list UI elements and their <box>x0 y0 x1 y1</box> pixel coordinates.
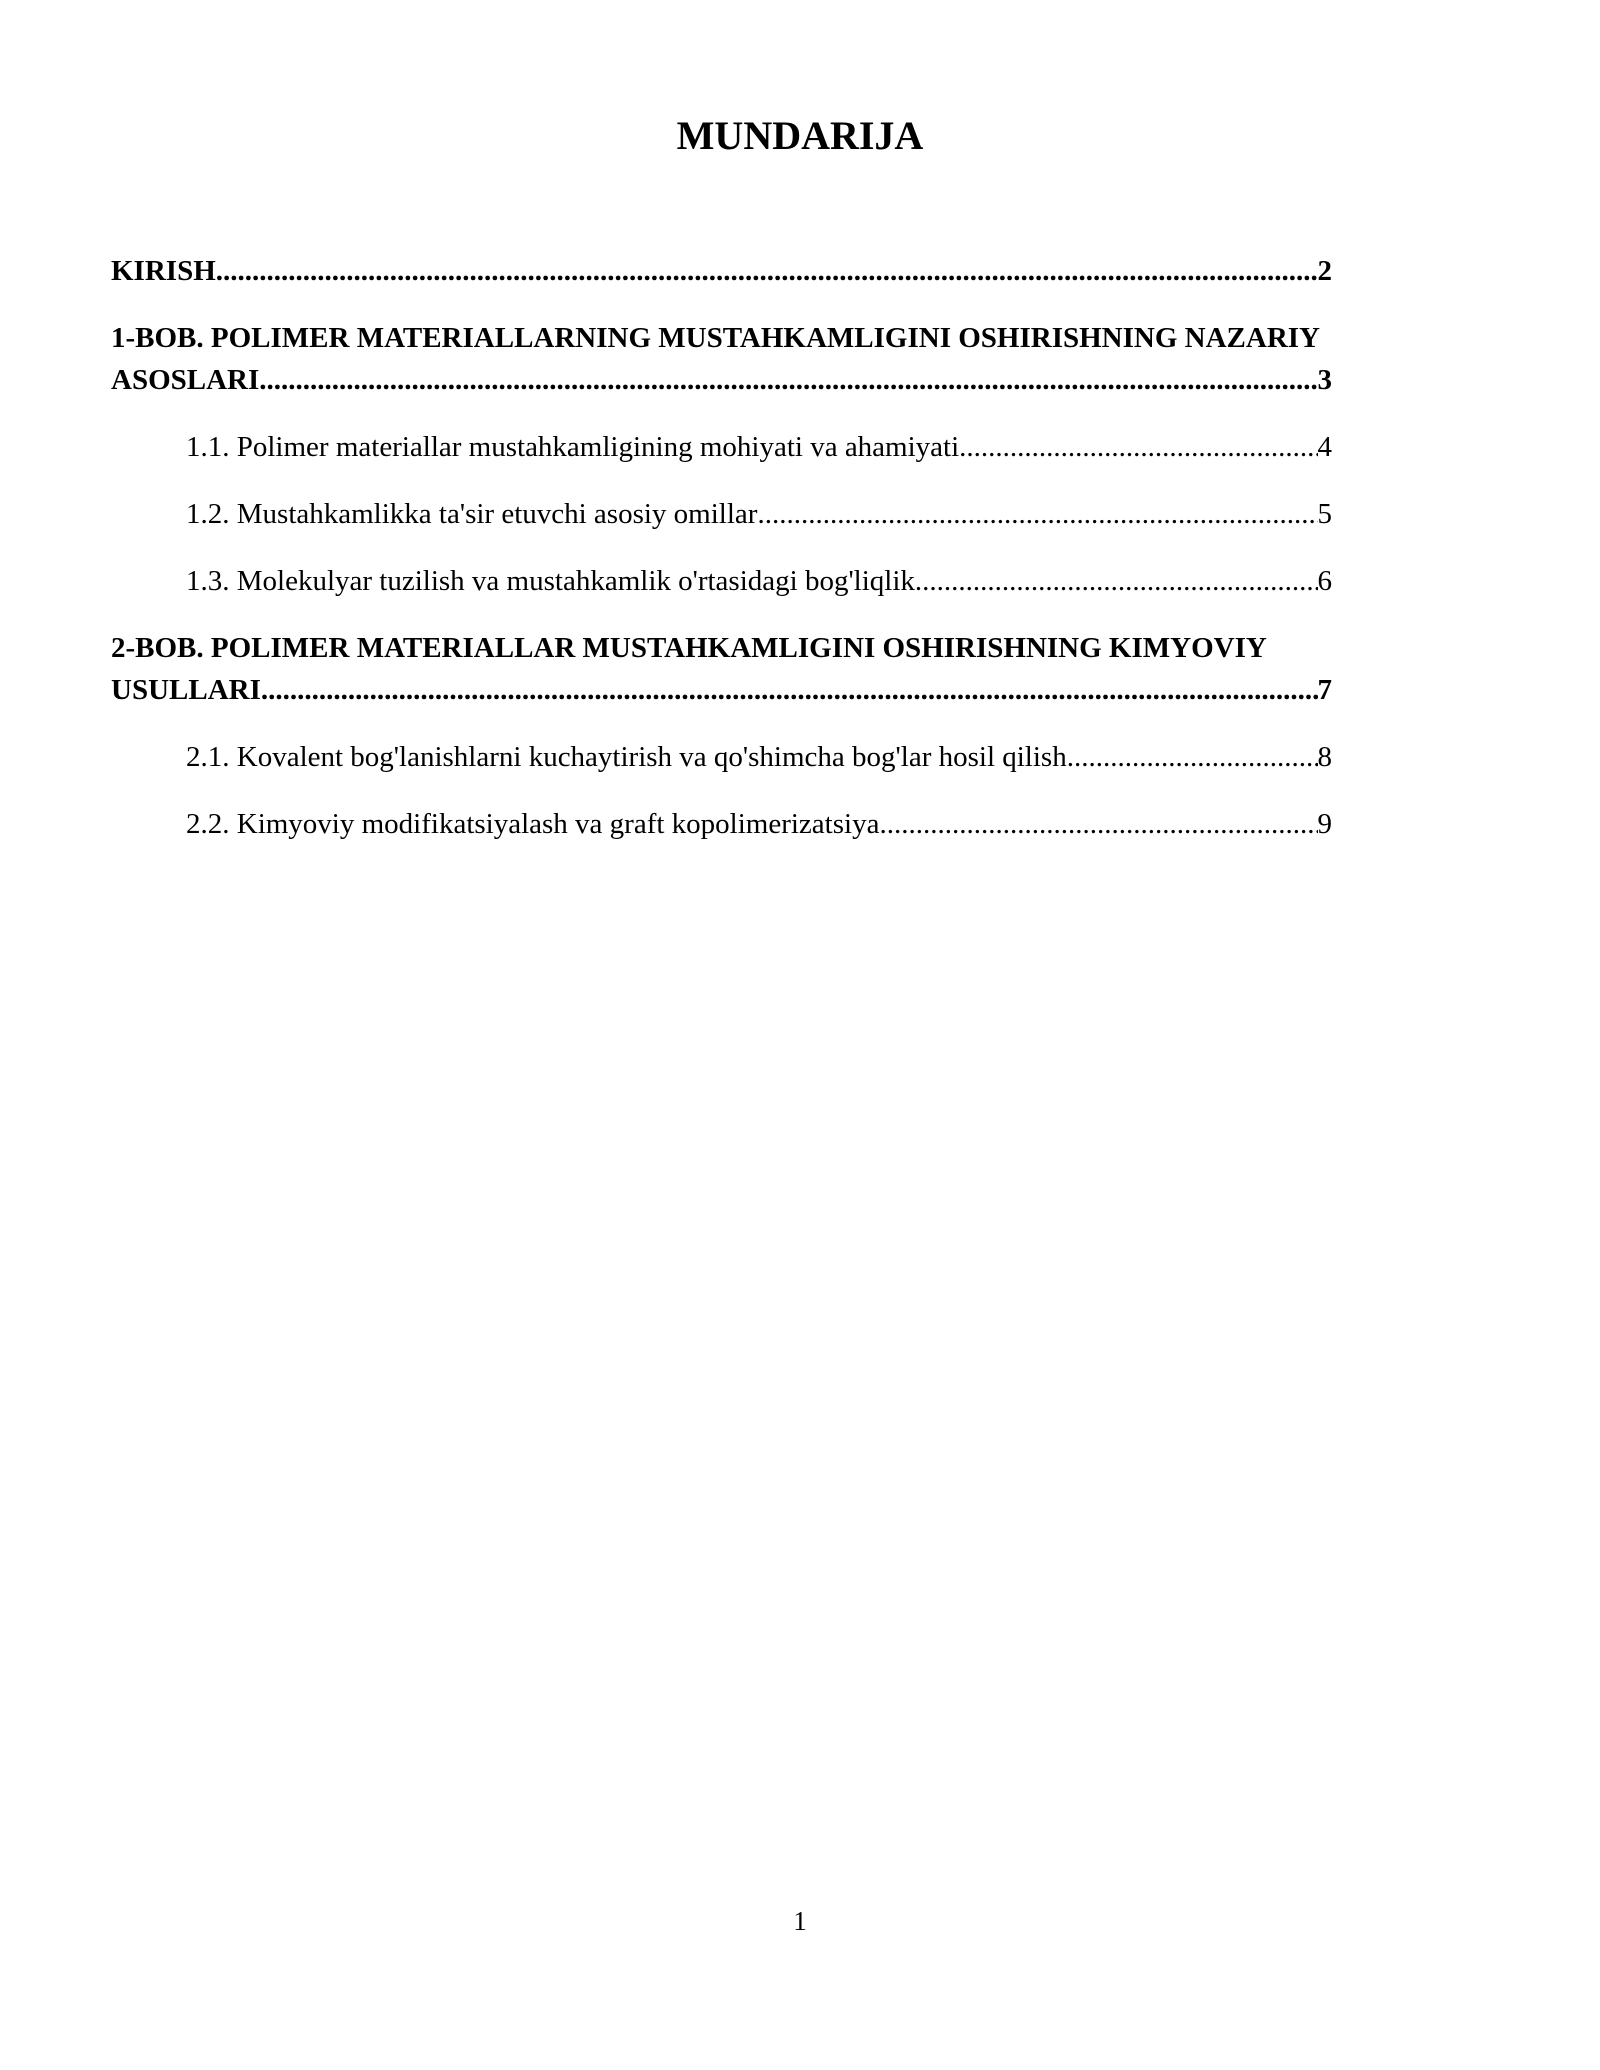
toc-page-number: 4 <box>1317 431 1332 463</box>
toc-entry-title: 1.1. Polimer materiallar mustahkamligining mohiyati va ahamiyati <box>186 431 960 463</box>
toc-page-number: 5 <box>1317 498 1332 530</box>
toc-entry-section-1-2[interactable] <box>111 493 1332 535</box>
toc-dot-leader <box>959 426 1317 468</box>
page-number-footer: 1 <box>793 1906 807 1936</box>
toc-dot-leader <box>259 359 1317 401</box>
toc-leader-line <box>111 250 1332 292</box>
toc-leader-line <box>186 426 1332 468</box>
toc-dot-leader <box>1067 736 1318 778</box>
toc-entry-section-2-1[interactable] <box>111 736 1332 778</box>
toc-entry-section-1-1[interactable] <box>111 426 1332 468</box>
toc-chapter-title-line-2: USULLARI <box>111 674 261 706</box>
toc-leader-line <box>186 736 1332 778</box>
toc-page-number: 6 <box>1317 565 1332 597</box>
toc-dot-leader <box>879 803 1317 845</box>
toc-entry-section-2-2[interactable] <box>111 803 1332 845</box>
toc-dot-leader <box>757 493 1317 535</box>
toc-dot-leader <box>261 669 1318 711</box>
table-of-contents <box>111 250 1341 870</box>
toc-leader-line <box>186 803 1332 845</box>
toc-entry-section-1-3[interactable] <box>111 560 1332 602</box>
toc-page-number: 7 <box>1317 674 1332 706</box>
toc-page-number: 3 <box>1317 364 1332 396</box>
toc-page-number: 9 <box>1317 808 1332 840</box>
toc-leader-line <box>186 560 1332 602</box>
toc-entry-title: 2.2. Kimyoviy modifikatsiyalash va graft kopolimerizatsiya <box>186 808 880 840</box>
toc-entry-title: KIRISH <box>111 255 216 287</box>
toc-entry-chapter-2[interactable] <box>111 627 1341 711</box>
toc-chapter-title-line-1: 2-BOB. POLIMER MATERIALLAR MUSTAHKAMLIGINI OSHIRISHNING KIMYOVIY <box>111 632 1267 664</box>
toc-entry-title: 2.1. Kovalent bog'lanishlarni kuchaytirish va qo'shimcha bog'lar hosil qilish <box>186 741 1067 773</box>
toc-page-number: 8 <box>1317 741 1332 773</box>
toc-leader-line <box>111 669 1332 711</box>
toc-dot-leader <box>216 250 1318 292</box>
toc-entry-chapter-1[interactable] <box>111 317 1341 401</box>
toc-leader-line <box>111 359 1332 401</box>
toc-leader-line <box>186 493 1332 535</box>
toc-entry-title: 1.3. Molekulyar tuzilish va mustahkamlik o'rtasidagi bog'liqlik <box>186 565 915 597</box>
page-title: MUNDARIJA <box>676 113 924 158</box>
toc-page-number: 2 <box>1317 255 1332 287</box>
toc-dot-leader <box>915 560 1318 602</box>
toc-entry-title: 1.2. Mustahkamlikka ta'sir etuvchi asosiy omillar <box>186 498 758 530</box>
toc-chapter-title-line-1: 1-BOB. POLIMER MATERIALLARNING MUSTAHKAMLIGINI OSHIRISHNING NAZARIY <box>111 322 1320 354</box>
toc-chapter-title-line-2: ASOSLARI <box>111 364 260 396</box>
toc-entry-intro[interactable] <box>111 250 1332 292</box>
